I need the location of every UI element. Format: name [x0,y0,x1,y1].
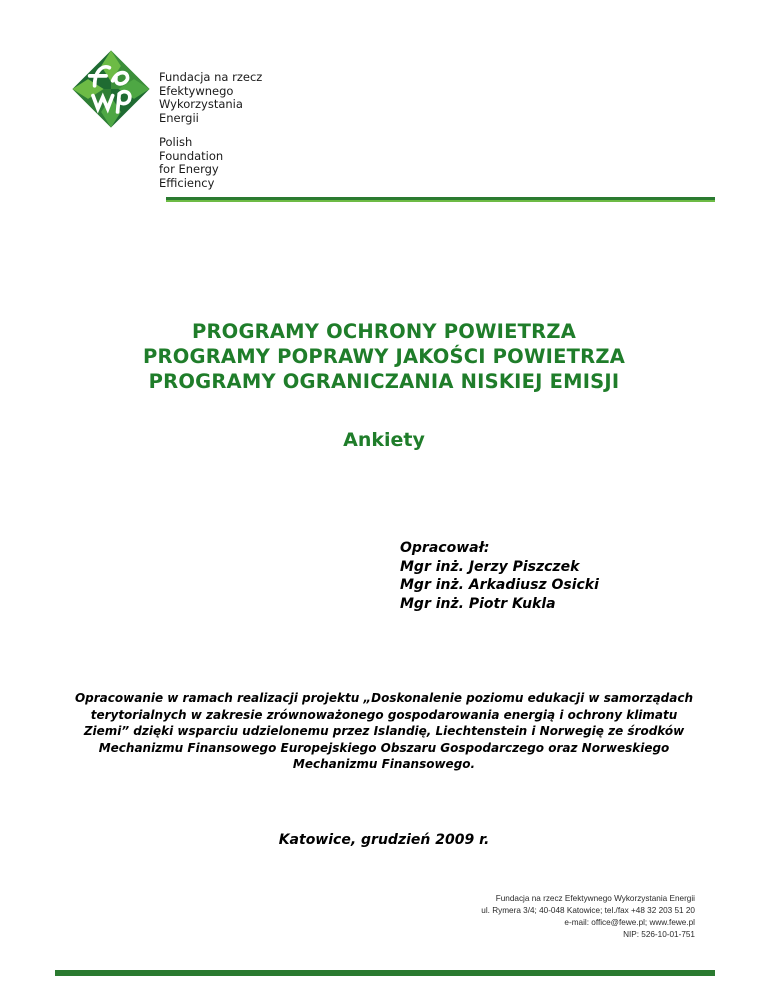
document-subtitle: Ankiety [343,429,425,451]
header-divider-accent [166,200,715,202]
project-note [60,690,708,773]
footer-line: NIP: 526-10-01-751 [623,930,695,939]
footer-divider [55,970,715,976]
project-note-line: Mechanizmu Finansowego Europejskiego Obszaru Gospodarczego oraz Norweskiego [98,740,670,755]
footer-line: e-mail: office@fewe.pl; www.fewe.pl [564,918,695,927]
author-name: Mgr inż. Piotr Kukla [400,595,556,612]
logo-diamond-icon [72,50,149,127]
org-pl-line: Wykorzystania [159,97,243,112]
fewe-logo [70,48,152,130]
author-name: Mgr inż. Arkadiusz Osicki [400,577,599,593]
title-line: PROGRAMY OGRANICZANIA NISKIEJ EMISJI [148,370,620,393]
authors-label: Opracował: [400,540,490,556]
title-line: PROGRAMY POPRAWY JAKOŚCI POWIETRZA [143,345,625,368]
footer-line: ul. Rymera 3/4; 40-048 Katowice; tel./fax +48 32 203 51 20 [481,906,695,915]
footer-address [481,893,695,941]
project-note-line: Opracowanie w ramach realizacji projektu „Doskonalenie poziomu edukacji w samorządach [74,691,694,705]
authors-block [400,539,599,613]
org-name-polish [159,71,262,125]
place-and-date: Katowice, grudzień 2009 r. [278,832,490,848]
author-name: Mgr inż. Jerzy Piszczek [400,558,580,575]
title-line: PROGRAMY OCHRONY POWIETRZA [191,320,577,343]
org-en-line: Polish [159,135,193,149]
project-note-line: terytorialnych w zakresie zrównoważonego gospodarowania energią i ochrony klimatu [90,707,678,722]
org-en-line: Foundation [159,148,224,163]
org-pl-line: Efektywnego [159,83,234,98]
project-note-line: Ziemi” dzięki wsparciu udzielonemu przez Islandię, Liechtenstein i Norwegię ze środków [83,724,685,739]
org-pl-line: Energii [159,110,199,125]
project-note-line: Mechanizmu Finansowego. [292,757,476,772]
org-en-line: for Energy [159,162,219,177]
document-title [0,319,768,394]
org-pl-line: Fundacja na rzecz [159,70,263,84]
org-name-english [159,136,223,190]
org-en-line: Efficiency [159,175,215,190]
footer-line: Fundacja na rzecz Efektywnego Wykorzystania Energii [495,894,695,903]
